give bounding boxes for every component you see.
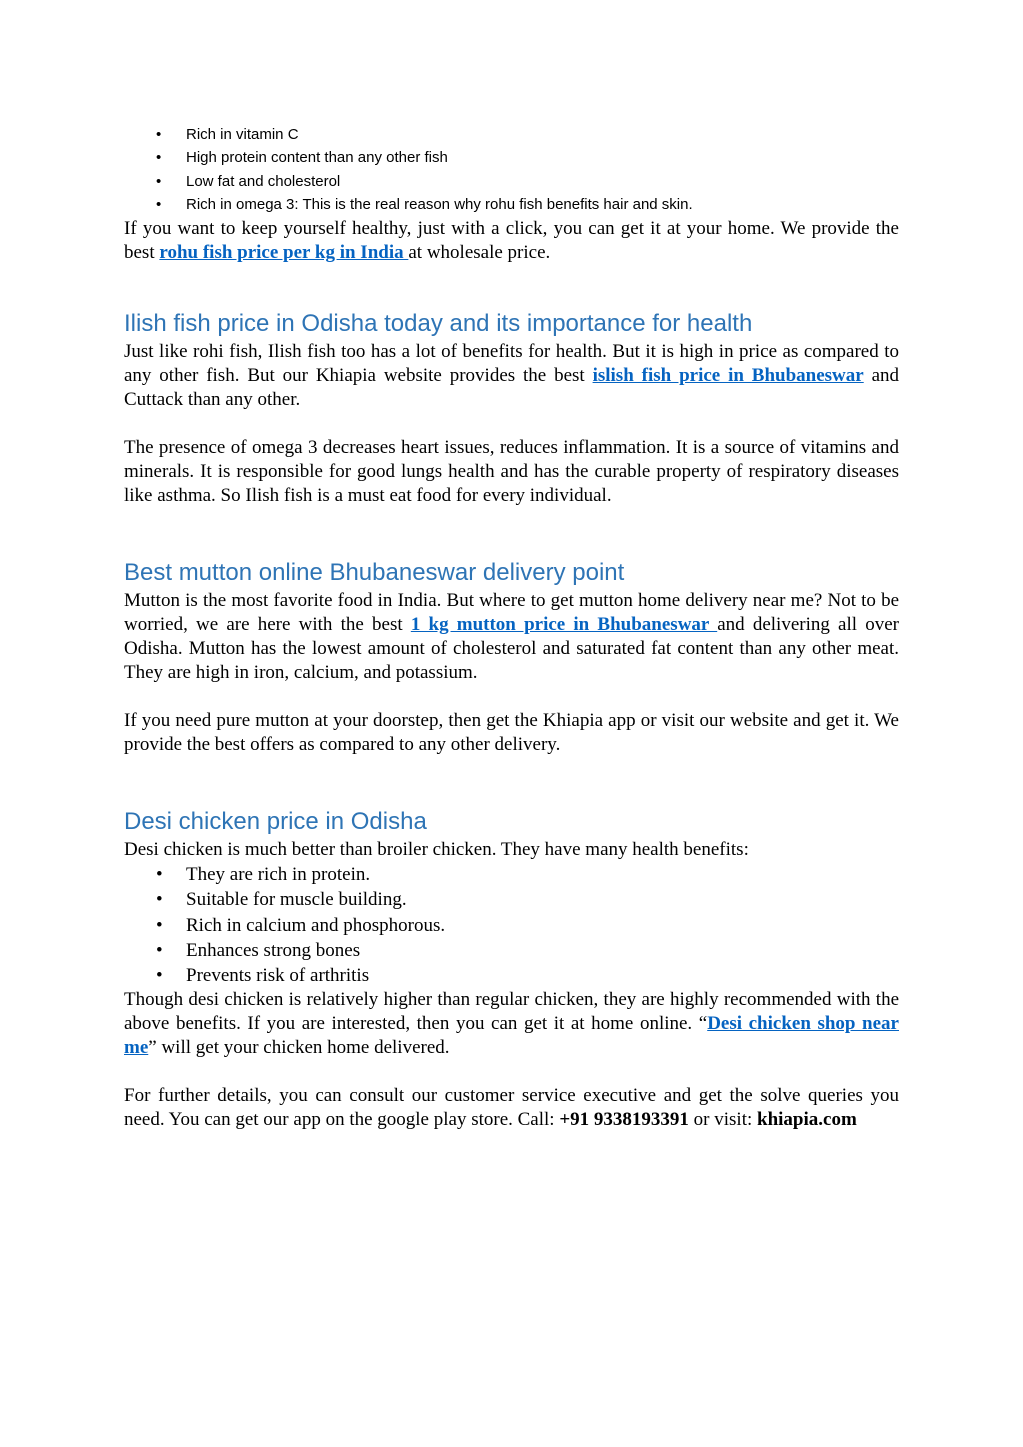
- mutton-paragraph-2: If you need pure mutton at your doorstep, then get the Khiapia app or visit our website and get it. We provide the best offers as compared to any other delivery.: [124, 710, 899, 756]
- list-item: • They are rich in protein.: [124, 862, 899, 887]
- chicken-bullet-list: [124, 862, 899, 988]
- list-item: • Suitable for muscle building.: [124, 887, 899, 912]
- list-item: • Low fat and cholesterol: [124, 170, 899, 193]
- list-item: • High protein content than any other fish: [124, 146, 899, 169]
- rohu-price-link[interactable]: rohu fish price per kg in India: [159, 242, 409, 264]
- list-item: • Enhances strong bones: [124, 938, 899, 963]
- website-name: khiapia.com: [757, 1109, 857, 1131]
- desi-chicken-link[interactable]: Desi chicken shop near me: [124, 1013, 899, 1059]
- contact-paragraph: For further details, you can consult our customer service executive and get the solve queries you need. You can get our app on the google play store. Call: +91 9338193391 or visit: khiapia.com: [124, 1085, 899, 1131]
- ilish-paragraph-2: The presence of omega 3 decreases heart issues, reduces inflammation. It is a source of vitamins and minerals. It is responsible for good lungs health and has the curable property of respiratory diseases like asthma. So Ilish fish is a must eat food for every individual.: [124, 437, 899, 507]
- list-item: • Rich in vitamin C: [124, 123, 899, 146]
- intro-bullet-list: [124, 123, 899, 216]
- mutton-price-link[interactable]: 1 kg mutton price in Bhubaneswar: [410, 614, 718, 636]
- chicken-heading: Desi chicken price in Odisha: [124, 808, 427, 836]
- document-page: [124, 0, 899, 1132]
- chicken-paragraph-1: Though desi chicken is relatively higher than regular chicken, they are highly recommended with the above benefits. If you are interested, then you can get it at home online. “Desi chicken shop near me” will get your chicken home delivered.: [124, 989, 899, 1059]
- list-item: • Rich in omega 3: This is the real reason why rohu fish benefits hair and skin.: [124, 193, 899, 216]
- intro-paragraph: If you want to keep yourself healthy, just with a click, you can get it at your home. We provide the best rohu fish price per kg in India at wholesale price.: [124, 218, 899, 264]
- list-item: • Prevents risk of arthritis: [124, 963, 899, 988]
- mutton-heading: Best mutton online Bhubaneswar delivery point: [124, 559, 625, 587]
- ilish-paragraph-1: Just like rohi fish, Ilish fish too has a lot of benefits for health. But it is high in price as compared to any other fish. But our Khiapia website provides the best islish fish price in Bhubaneswar and Cuttack than any other.: [124, 341, 900, 411]
- ilish-heading: Ilish fish price in Odisha today and its importance for health: [124, 310, 753, 338]
- phone-number: +91 9338193391: [559, 1109, 689, 1131]
- mutton-paragraph-1: Mutton is the most favorite food in India. But where to get mutton home delivery near me? Not to be worried, we are here with the best 1 kg mutton price in Bhubaneswar and delivering all over Odisha. Mutton has the lowest amount of cholesterol and saturated fat content than any other meat. They are high in iron, calcium, and potassium.: [124, 590, 899, 684]
- chicken-intro: Desi chicken is much better than broiler chicken. They have many health benefits:: [124, 839, 749, 861]
- list-item: • Rich in calcium and phosphorous.: [124, 913, 899, 938]
- ilish-price-link[interactable]: islish fish price in Bhubaneswar: [592, 365, 864, 387]
